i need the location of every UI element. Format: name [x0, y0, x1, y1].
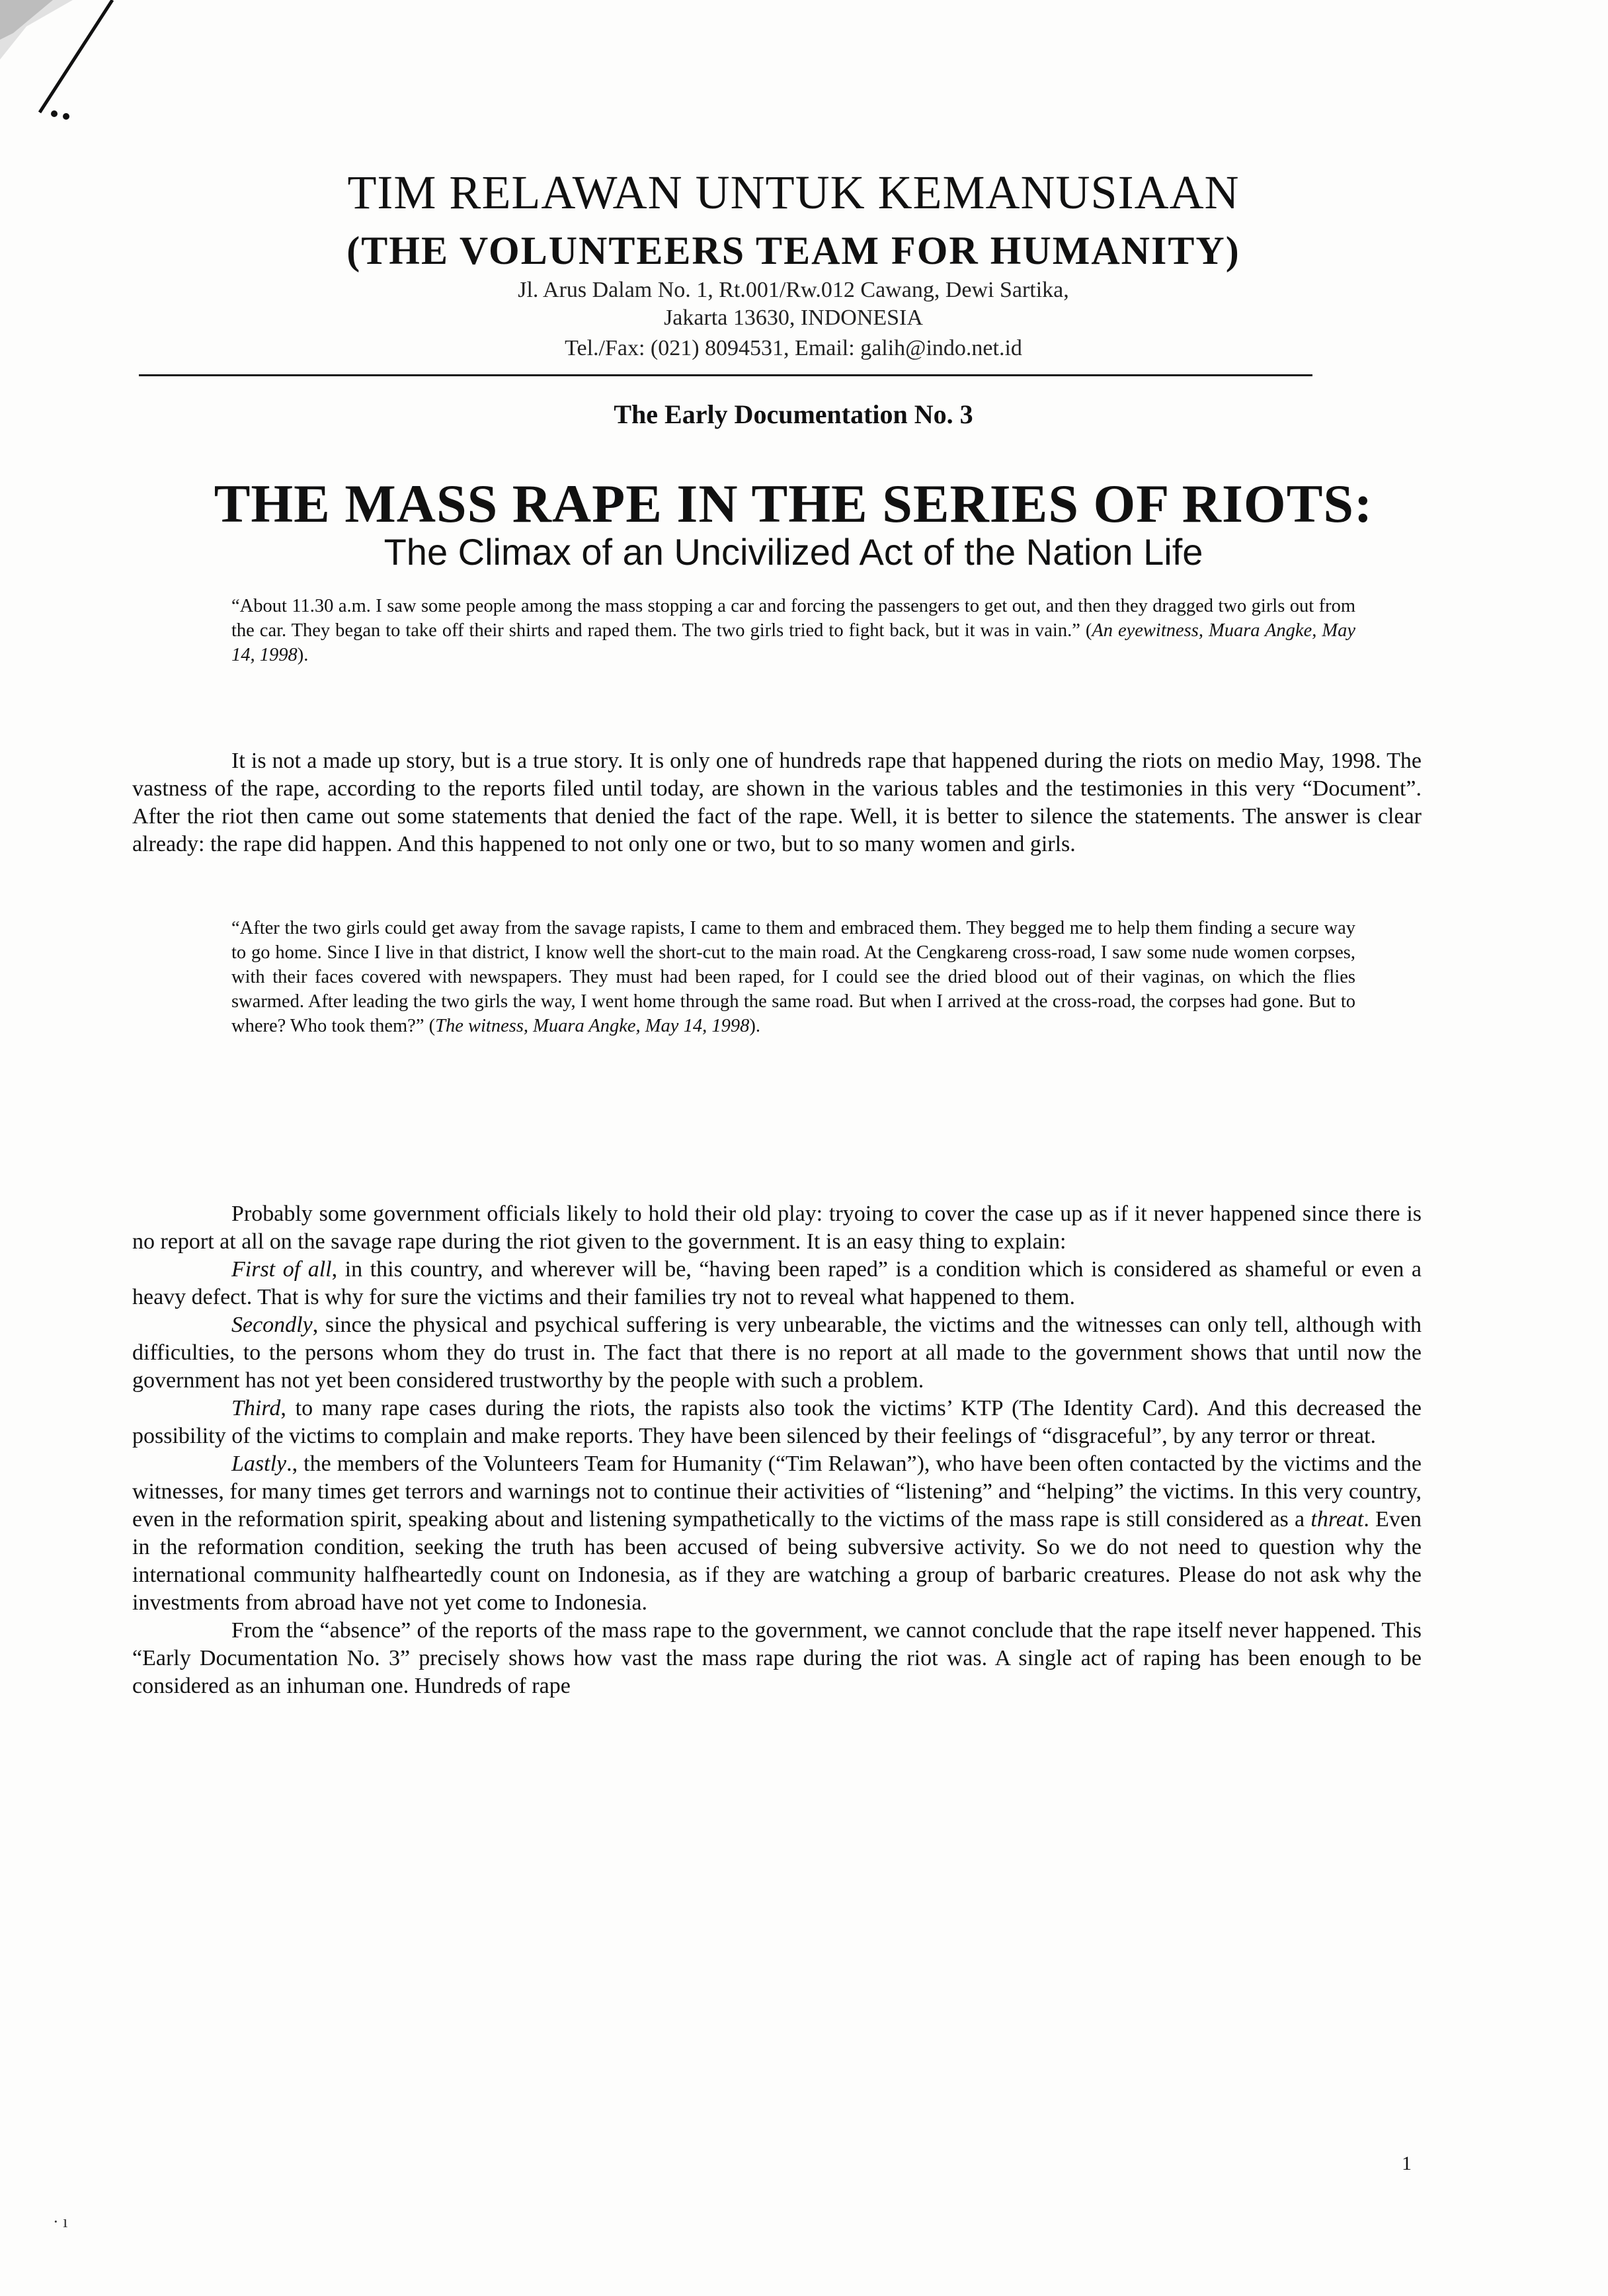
paragraph-secondly [132, 1311, 1422, 1395]
third-label: Third [231, 1396, 281, 1420]
scan-footer-mark: · ı [53, 2212, 68, 2231]
org-name-english: (THE VOLUNTEERS TEAM FOR HUMANITY) [346, 229, 1240, 272]
secondly-label: Secondly [231, 1313, 313, 1337]
address-line-2: Jakarta 13630, INDONESIA [664, 306, 923, 330]
page-subtitle: The Climax of an Uncivilized Act of the Nation Life [383, 531, 1203, 573]
first-of-all-label: First of all [231, 1257, 332, 1282]
lastly-label: Lastly [231, 1452, 287, 1476]
quote-2-text: “After the two girls could get away from the savage rapists, I came to them and embraced them. They begged me to help them finding a secure way to go home. Since I live in that district, I know well the short-cut to the main road. At the Cengkareng cross-road, I saw some nude women corpses, with their faces covered with newspapers. They must had been raped, for I could see the dried blood out of their vaginas, on which the flies swarmed. After leading the two girls the way, I went home through the same road. But when I arrived at the cross-road, the corpses had gone. But to where? Who took them?” ( [231, 918, 1355, 1036]
quote-1-text: “About 11.30 a.m. I saw some people among the mass stopping a car and forcing the passengers to get out, and then they dragged two girls out from the car. They began to take off their shirts and raped them. The two girls tried to fight back, but it was in vain.” ( [231, 596, 1355, 641]
threat-word: threat [1310, 1507, 1364, 1532]
paragraph-lastly [132, 1450, 1422, 1617]
body-paragraph-1 [132, 747, 1422, 858]
quote-2-close: ). [749, 1016, 760, 1036]
third-text: , to many rape cases during the riots, the rapists also took the victims’ KTP (The Identity Card). And this decreased the possibility of the victims to complain and make reports. They have been silenced by their feelings of “disgraceful”, by any terror or threat. [132, 1396, 1422, 1448]
scan-artifact-icon [0, 0, 126, 132]
paragraph-third [132, 1395, 1422, 1450]
eyewitness-quote-1 [231, 594, 1355, 667]
address-line-1: Jl. Arus Dalam No. 1, Rt.001/Rw.012 Cawang, Dewi Sartika, [518, 278, 1069, 302]
quote-2-source: The witness, Muara Angke, May 14, 1998 [435, 1016, 750, 1036]
paragraph-closing: From the “absence” of the reports of the mass rape to the government, we cannot conclude that the rape itself never happened. This “Early Documentation No. 3” precisely shows how vast the mass rape during the riot was. A single act of raping has been enough to be considered as an inhuman one. Hundreds of rape [132, 1618, 1422, 1698]
org-name: TIM RELAWAN UNTUK KEMANUSIAAN [347, 166, 1240, 219]
first-of-all-text: , in this country, and wherever will be, “having been raped” is a condition which is considered as shameful or even a heavy defect. That is why for sure the victims and their families try not to reveal what happened to them. [132, 1257, 1422, 1309]
contact-line: Tel./Fax: (021) 8094531, Email: galih@indo.net.id [565, 336, 1022, 360]
quote-1-close: ). [297, 645, 309, 665]
secondly-text: , since the physical and psychical suffering is very unbearable, the victims and the witnesses can only tell, although with difficulties, to the persons whom they do trust in. The fact that there is no report at all made to the government shows that until now the government has not yet been considered trustworthy by the people with such a problem. [132, 1313, 1422, 1393]
lastly-text-a: ., the members of the Volunteers Team for Humanity (“Tim Relawan”), who have been often contacted by the victims and the witnesses, for many times get terrors and warnings not to continue their activities of “listening” and “helping” the victims. In this very country, even in the reformation spirit, speaking about and listening sympathetically to the victims of the mass rape is still considered as a [132, 1452, 1422, 1532]
letterhead-divider [139, 374, 1312, 376]
eyewitness-quote-2 [231, 916, 1355, 1038]
body-section-2 [132, 1200, 1422, 1700]
page-number: 1 [1402, 2152, 1412, 2174]
paragraph-2-intro: Probably some government officials likely to hold their old play: tryoing to cover the case up as if it never happened since there is no report at all on the savage rape during the riot given to the government. It is an easy thing to explain: [132, 1202, 1422, 1254]
paragraph-first-of-all [132, 1256, 1422, 1311]
quote-1-source: An eyewitness, Muara Angke, May 14, 1998 [231, 620, 1355, 665]
page-title: THE MASS RAPE IN THE SERIES OF RIOTS: [214, 473, 1373, 534]
paragraph-1-text: It is not a made up story, but is a true story. It is only one of hundreds rape that happened during the riots on medio May, 1998. The vastness of the rape, according to the reports filed until today, are shown in the various tables and the testimonies in this very “Document”. After the riot then came out some statements that denied the fact of the rape. Well, it is better to silence the statements. The answer is clear already: the rape did happen. And this happened to not only one or two, but to so many women and girls. [132, 749, 1422, 856]
lastly-text-b: . Even in the reformation condition, seeking the truth has been accused of being subversive activity. So we do not need to question why the international community halfheartedly count on Indonesia, as if they are watching a group of barbaric creatures. Please do not ask why the investments from abroad have not yet come to Indonesia. [132, 1507, 1422, 1615]
document-number: The Early Documentation No. 3 [614, 399, 973, 429]
